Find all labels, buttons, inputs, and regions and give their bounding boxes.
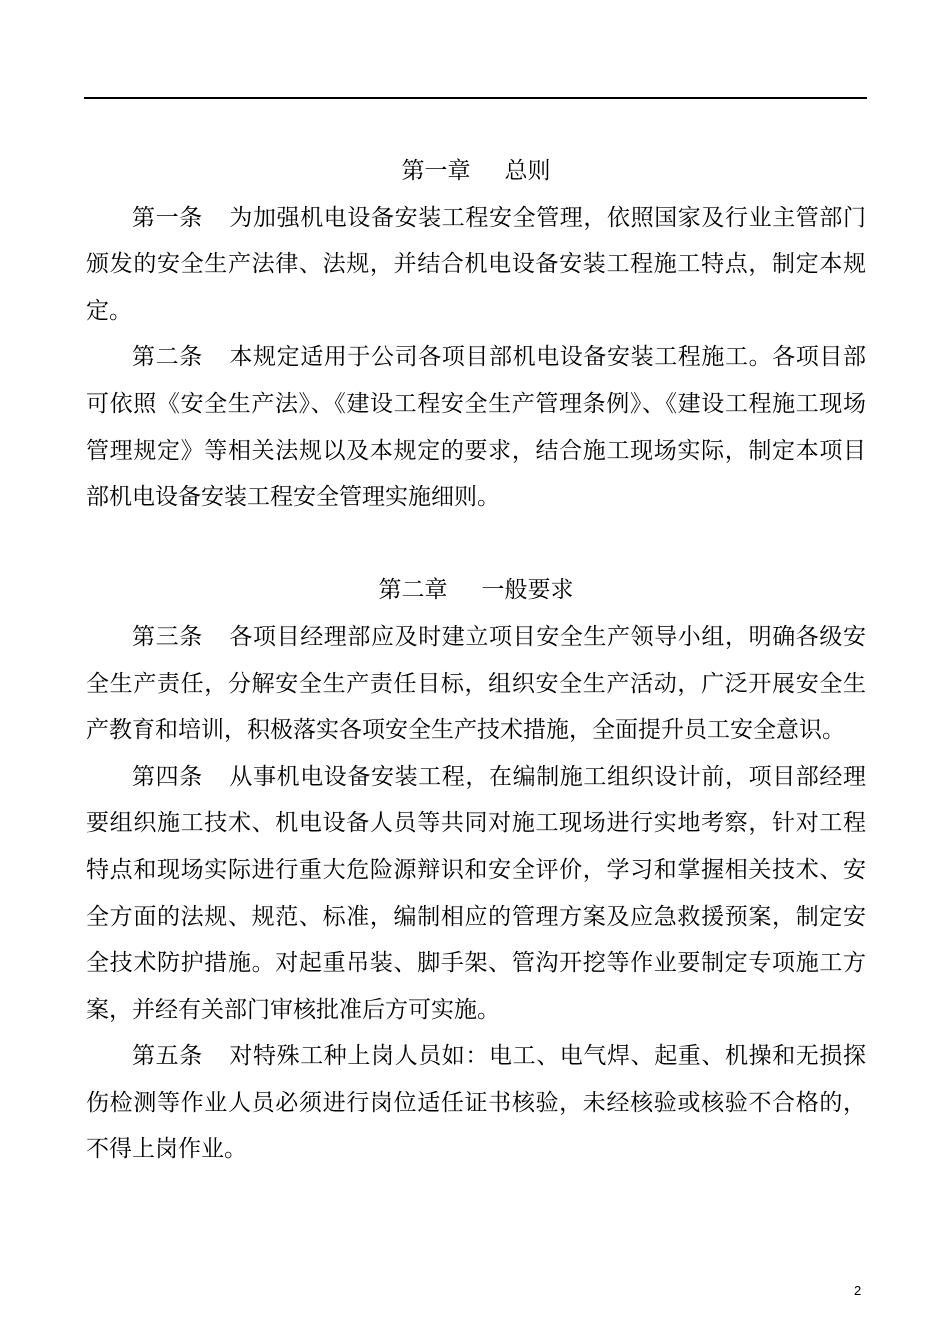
chapter-label: 第一章 [401,158,471,184]
chapter-heading [86,148,866,195]
article-label: 第四条 [132,763,203,790]
article-paragraph [86,195,866,335]
article-label: 第五条 [132,1043,203,1070]
article-label: 第一条 [132,204,203,231]
header-rule [84,97,867,99]
article-text: 本规定适用于公司各项目部机电设备安装工程施工。各项目部可依照《安全生产法》、《建设工程安全生产管理条例》、《建设工程施工现场管理规定》等相关法规以及本规定的要求，结合施工现场实际，制定本项目部机电设备安装工程安全管理实施细则。 [86,344,867,511]
article-paragraph [86,754,866,1034]
chapter-heading [86,567,866,614]
page-number: 2 [854,1283,862,1298]
article-label: 第三条 [132,623,203,650]
section-spacer [86,521,866,568]
article-text: 各项目经理部应及时建立项目安全生产领导小组，明确各级安全生产责任，分解安全生产责任目标，组织安全生产活动，广泛开展安全生产教育和培训，积极落实各项安全生产技术措施，全面提升员工安全意识。 [86,623,867,744]
chapter-title: 一般要求 [481,577,574,604]
article-label: 第二条 [132,344,203,371]
article-paragraph [86,1033,866,1173]
document-body [86,148,866,1173]
chapter-label: 第二章 [378,577,448,604]
article-text: 对特殊工种上岗人员如：电工、电气焊、起重、机操和无损探伤检测等作业人员必须进行岗位适任证书核验，未经核验或核验不合格的，不得上岗作业。 [86,1043,867,1163]
article-text: 从事机电设备安装工程，在编制施工组织设计前，项目部经理要组织施工技术、机电设备人员等共同对施工现场进行实地考察，针对工程特点和现场实际进行重大危险源辩识和安全评价，学习和掌握相关技术、安全方面的法规、规范、标准，编制相应的管理方案及应急救援预案，制定安全技术防护措施。对起重吊装、脚手架、管沟开挖等作业要制定专项施工方案，并经有关部门审核批准后方可实施。 [86,763,867,1023]
article-paragraph [86,334,866,520]
article-paragraph [86,614,866,754]
article-text: 为加强机电设备安装工程安全管理，依照国家及行业主管部门颁发的安全生产法律、法规，并结合机电设备安装工程施工特点，制定本规定。 [86,204,867,324]
chapter-title: 总则 [504,158,551,184]
